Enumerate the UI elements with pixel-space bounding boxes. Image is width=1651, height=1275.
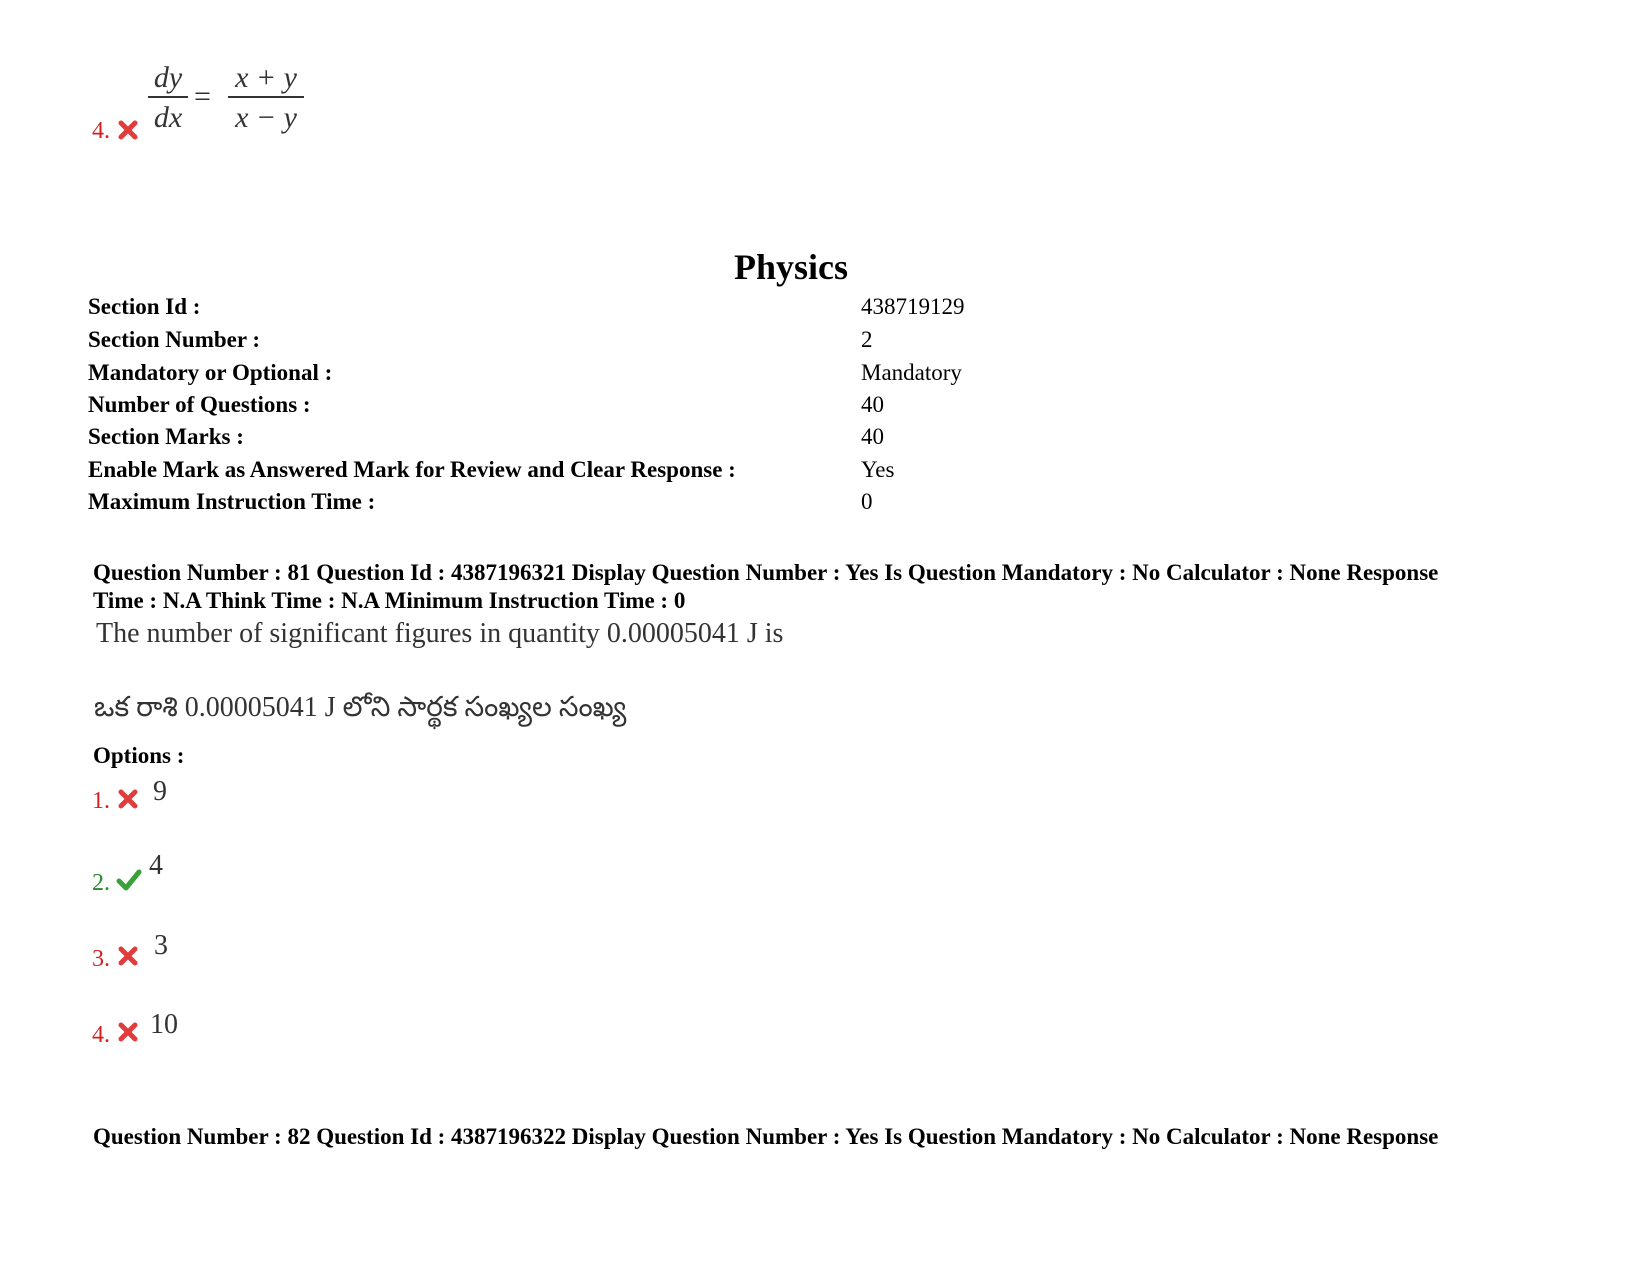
option-1-value: 9: [153, 776, 167, 807]
section-marks-label: Section Marks :: [88, 424, 244, 449]
question-81-meta: [93, 559, 1573, 615]
cross-icon: [117, 1021, 139, 1043]
rhs-denominator: x − y: [235, 101, 297, 134]
question-81-meta-line2: Time : N.A Think Time : N.A Minimum Instruction Time : 0: [93, 588, 686, 613]
option-2-number: 2.: [92, 870, 110, 896]
enable-mark-label: Enable Mark as Answered Mark for Review and Clear Response :: [88, 457, 736, 482]
section-number-label: Section Number :: [88, 327, 261, 352]
section-id-value: 438719129: [861, 294, 965, 319]
cross-icon: [117, 119, 139, 141]
lhs-fraction: [148, 60, 188, 138]
equals-sign: =: [194, 80, 211, 113]
rhs-numerator: x + y: [235, 61, 297, 94]
lhs-denominator: dx: [153, 101, 183, 134]
mandatory-label: Mandatory or Optional :: [88, 360, 333, 385]
section-number-value: 2: [861, 327, 873, 352]
rhs-fraction: [228, 60, 304, 138]
num-questions-value: 40: [861, 392, 884, 417]
cross-icon: [117, 945, 139, 967]
num-questions-label: Number of Questions :: [88, 392, 311, 417]
option-4-value: 10: [150, 1009, 178, 1040]
section-marks-value: 40: [861, 424, 884, 449]
section-title: Physics: [734, 247, 849, 287]
option-2-value: 4: [149, 850, 163, 881]
lhs-numerator: dy: [153, 61, 183, 94]
option-3-number: 3.: [92, 946, 110, 972]
option-3-value: 3: [154, 930, 168, 961]
cross-icon: [117, 788, 139, 810]
question-81-text-english: The number of significant figures in quantity 0.00005041 J is: [96, 618, 784, 649]
question-82-meta: Question Number : 82 Question Id : 4387196322 Display Question Number : Yes Is Question Mandatory : No Calculator : None Response: [93, 1124, 1439, 1149]
mandatory-value: Mandatory: [861, 360, 962, 385]
prev-option-number: 4.: [92, 118, 110, 144]
max-instruction-value: 0: [861, 489, 873, 514]
check-icon: [116, 868, 142, 892]
section-id-label: Section Id :: [88, 294, 201, 319]
enable-mark-value: Yes: [861, 457, 895, 482]
option-1-number: 1.: [92, 788, 110, 814]
options-label: Options :: [93, 743, 185, 768]
question-81-text-telugu: ఒక రాశి 0.00005041 J లోని సార్థక సంఖ్యల సంఖ్య: [94, 692, 627, 723]
option-4-number: 4.: [92, 1022, 110, 1048]
question-81-meta-line1: Question Number : 81 Question Id : 4387196321 Display Question Number : Yes Is Question Mandatory : No Calculator : None Response: [93, 560, 1439, 585]
max-instruction-label: Maximum Instruction Time :: [88, 489, 376, 514]
